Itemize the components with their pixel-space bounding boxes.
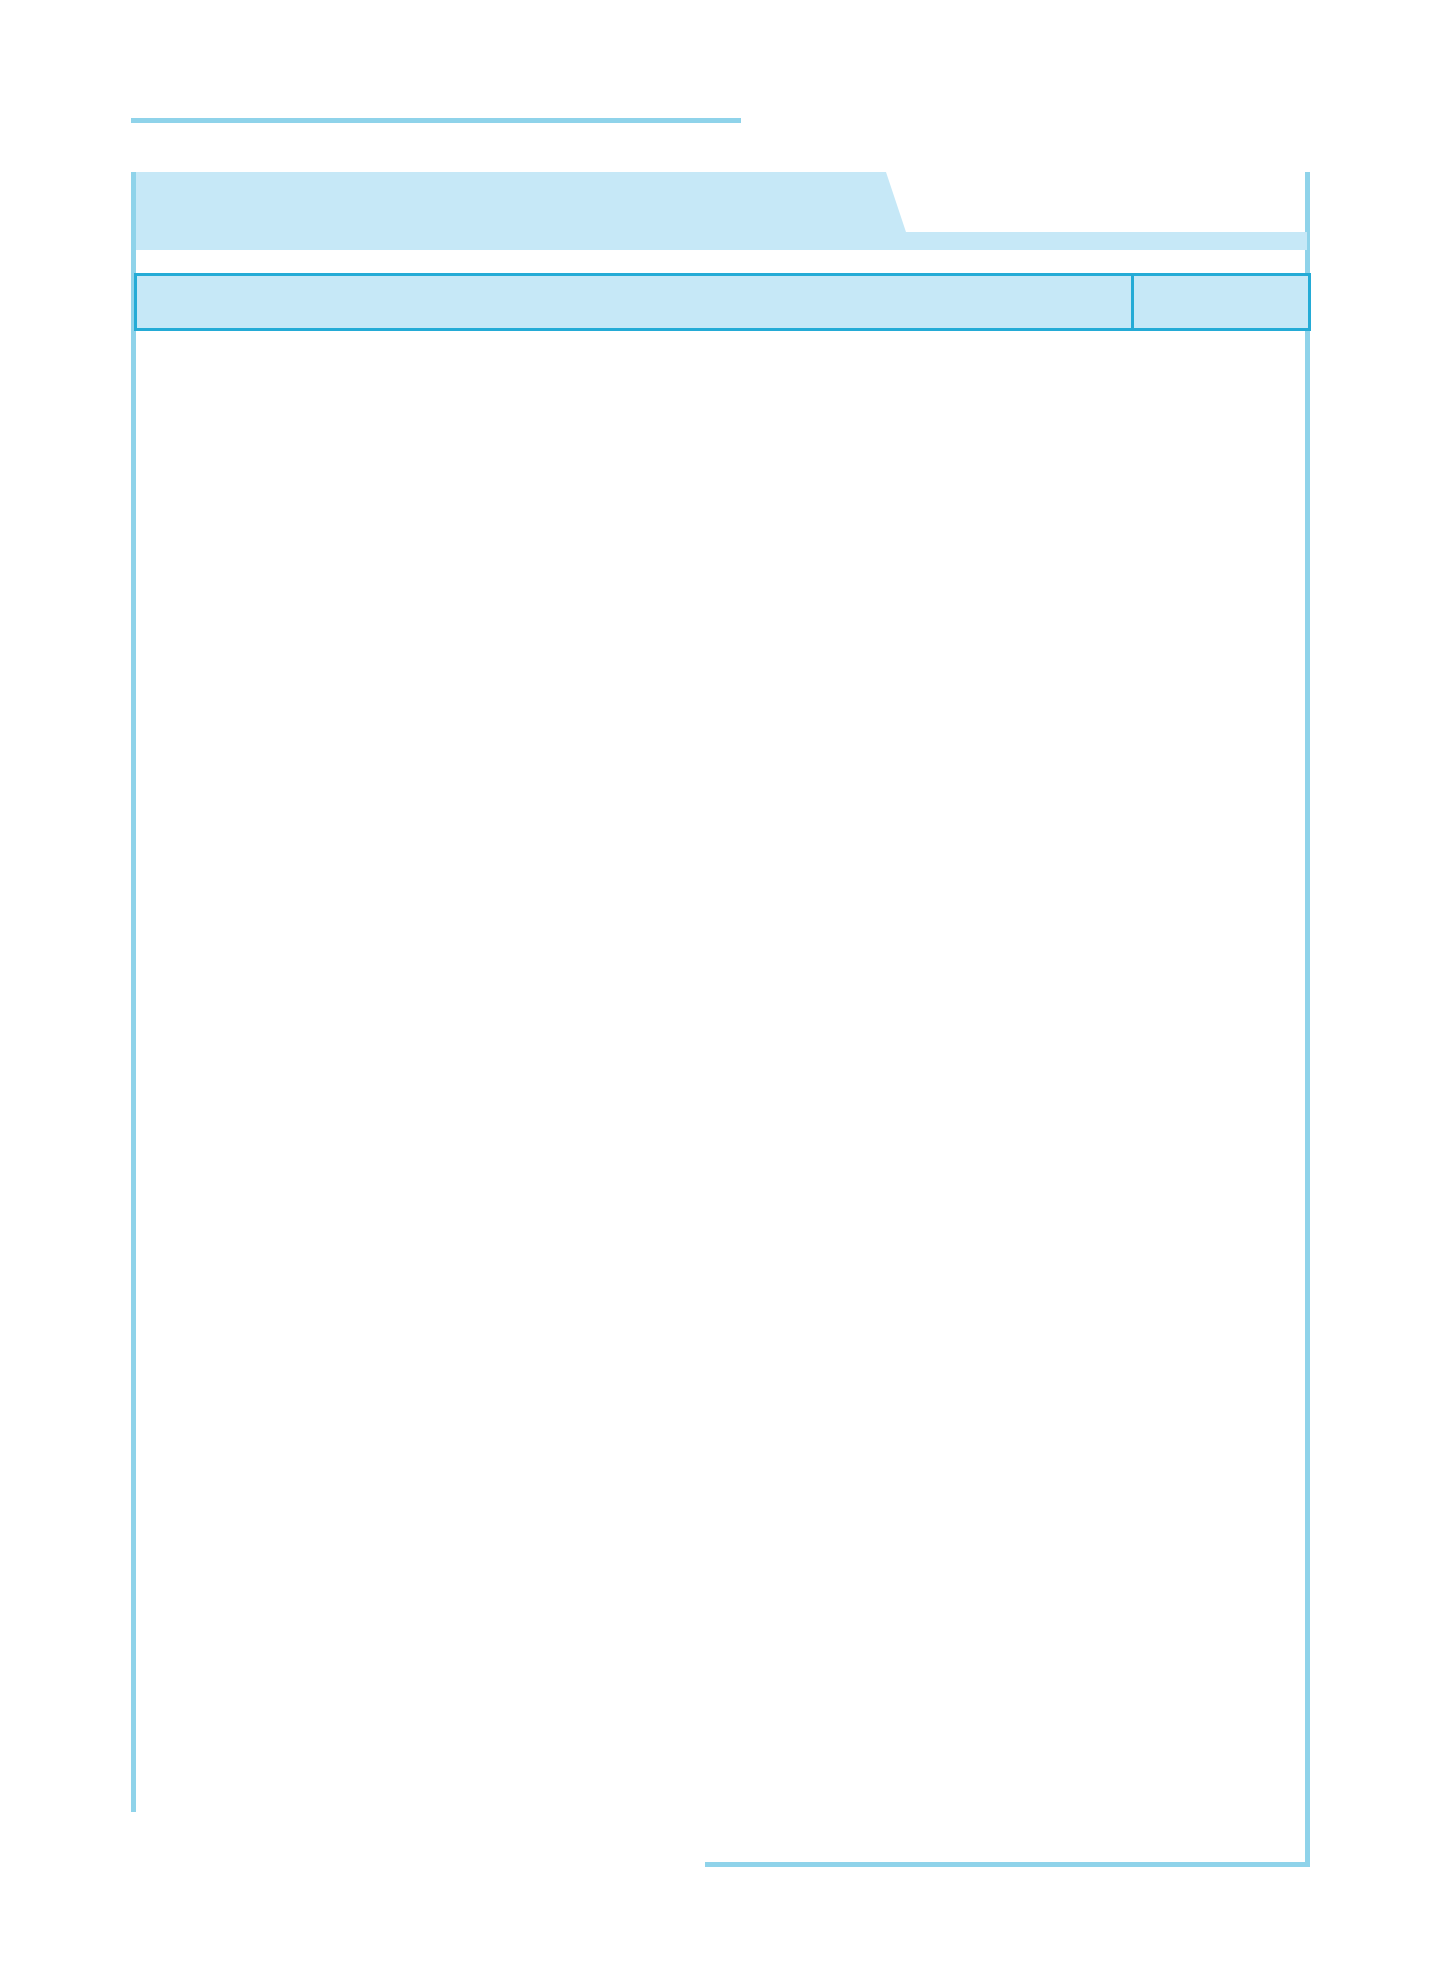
title-band: [136, 172, 886, 250]
frame-bottom-line: [705, 1862, 1310, 1867]
frame-left-line: [131, 172, 136, 1812]
frame-right-line: [1305, 172, 1310, 1864]
frame-top-line: [131, 118, 741, 123]
topics-header: [136, 275, 1133, 330]
marks-header: [1133, 275, 1310, 330]
title-band-strip: [900, 232, 1307, 250]
contents-table: [134, 273, 1311, 331]
table-header-row: [136, 275, 1310, 330]
